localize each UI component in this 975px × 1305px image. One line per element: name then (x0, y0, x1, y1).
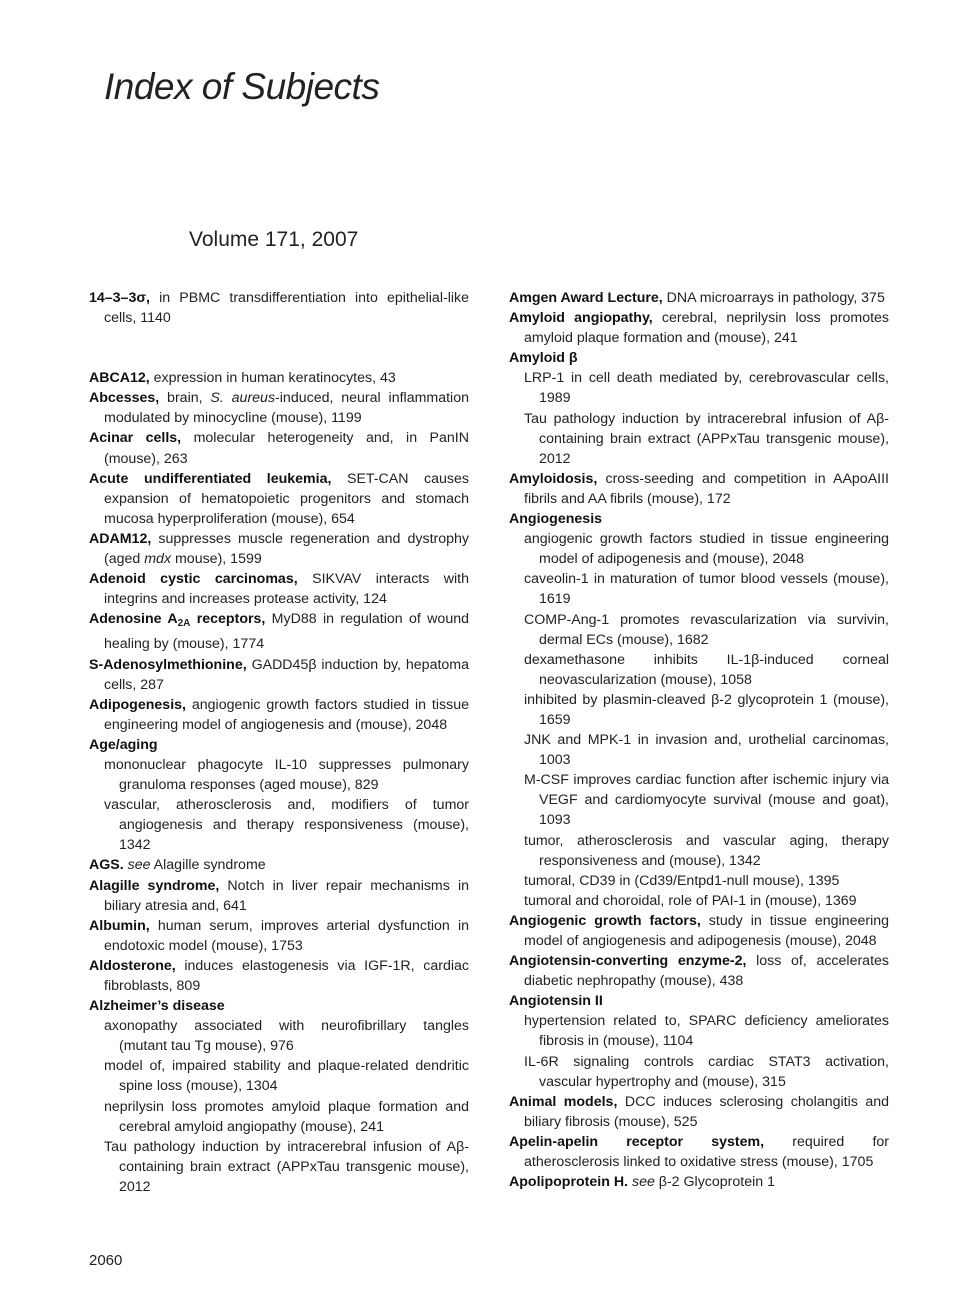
index-entry (89, 388, 469, 428)
index-entry (89, 916, 469, 956)
entry-italic: see (127, 857, 151, 874)
entry-heading: Age/aging (89, 736, 158, 753)
entry-text: tumoral and choroidal, role of PAI-1 in (mouse), 1369 (524, 892, 857, 909)
entry-text: JNK and MPK-1 in invasion and, urothelial carcinomas, 1003 (524, 732, 889, 769)
index-entry (89, 655, 469, 695)
index-subentry (509, 529, 889, 569)
index-entry (89, 469, 469, 529)
entry-text-cont: mouse), 1599 (171, 551, 262, 568)
index-entry (89, 428, 469, 468)
index-entry (509, 348, 889, 368)
index-subentry (89, 1016, 469, 1056)
index-subentry (509, 569, 889, 609)
entry-text: SET-CAN causes expansion of hematopoietic progenitors and stomach mucosa hyperproliferation (mouse), 654 (104, 470, 469, 527)
index-subentry (509, 891, 889, 911)
entry-heading: Angiotensin-converting enzyme-2, (509, 953, 747, 970)
entry-heading: Angiogenesis (509, 511, 603, 528)
entry-text: angiogenic growth factors studied in tissue engineering model of angiogenesis and (mouse), 2048 (104, 696, 469, 733)
entry-text: DNA microarrays in pathology, 375 (662, 290, 885, 306)
entry-text-cont: Alagille syndrome (150, 857, 266, 874)
index-entry (89, 695, 469, 735)
index-subentry (509, 1052, 889, 1092)
entry-heading: ADAM12, (89, 530, 152, 547)
index-entry (509, 951, 889, 991)
page-number: 2060 (89, 1252, 123, 1269)
entry-heading: Acinar cells, (89, 430, 182, 447)
entry-text-cont: -induced, neural inflammation modulated by minocycline (mouse), 1199 (104, 390, 469, 427)
entry-text: hypertension related to, SPARC deficiency ameliorates fibrosis in (mouse), 1104 (524, 1013, 889, 1050)
entry-text: M-CSF improves cardiac function after ischemic injury via VEGF and cardiomyocyte survival (mouse and goat), 1093 (524, 772, 889, 829)
entry-text: LRP-1 in cell death mediated by, cerebrovascular cells, 1989 (524, 370, 889, 407)
entry-italic: mdx (144, 551, 172, 568)
entry-text: neprilysin loss promotes amyloid plaque formation and cerebral amyloid angiopathy (mouse), 241 (104, 1098, 469, 1135)
entry-text: caveolin-1 in maturation of tumor blood vessels (mouse), 1619 (524, 571, 889, 608)
entry-text: tumoral, CD39 in (Cd39/Entpd1-null mouse), 1395 (524, 872, 840, 889)
entry-text: model of, impaired stability and plaque-related dendritic spine loss (mouse), 1304 (104, 1058, 469, 1095)
entry-text: Tau pathology induction by intracerebral infusion of Aβ-containing brain extract (APPxTau transgenic mouse), 2012 (524, 410, 889, 467)
index-entry (509, 991, 889, 1011)
index-entry (89, 855, 469, 875)
index-entry (89, 956, 469, 996)
entry-heading: Adipogenesis, (89, 696, 186, 713)
index-entry (509, 1172, 889, 1192)
index-entry (509, 509, 889, 529)
entry-text: MyD88 in regulation of wound healing by (mouse), 1774 (104, 611, 469, 653)
entry-heading: Amgen Award Lecture, (509, 290, 663, 306)
entry-text: induces elastogenesis via IGF-1R, cardiac fibroblasts, 809 (104, 957, 469, 994)
index-entry (509, 911, 889, 951)
entry-text: dexamethasone inhibits IL-1β-induced corneal neovascularization (mouse), 1058 (524, 651, 889, 688)
entry-gap (89, 328, 469, 368)
index-entry (89, 288, 469, 328)
entry-heading: Amyloidosis, (509, 470, 598, 487)
entry-heading: AGS. (89, 857, 124, 874)
entry-heading: Amyloid angiopathy, (509, 310, 653, 327)
entry-heading: Abcesses, (89, 390, 160, 407)
entry-text: tumor, atherosclerosis and vascular aging, therapy responsiveness and (mouse), 1342 (524, 832, 889, 869)
entry-heading: Adenoid cystic carcinomas, (89, 571, 298, 588)
entry-text: angiogenic growth factors studied in tissue engineering model of adipogenesis and (mouse), 2048 (524, 531, 889, 568)
entry-heading: Apelin-apelin receptor system, (509, 1133, 765, 1150)
entry-text: molecular heterogeneity and, in PanIN (mouse), 263 (104, 430, 469, 467)
entry-italic: see (631, 1174, 655, 1191)
entry-heading: S-Adenosylmethionine, (89, 656, 247, 673)
entry-text: mononuclear phagocyte IL-10 suppresses pulmonary granuloma responses (aged mouse), 829 (104, 756, 469, 794)
index-entry (89, 368, 469, 388)
index-entry (89, 529, 469, 569)
entry-text: suppresses muscle regeneration and dystrophy (aged (104, 530, 469, 568)
index-entry (89, 876, 469, 916)
left-column (89, 288, 469, 1197)
entry-text: human serum, improves arterial dysfunction in endotoxic model (mouse), 1753 (104, 917, 469, 954)
entry-heading: Acute undifferentiated leukemia, (89, 470, 332, 487)
entry-text: Tau pathology induction by intracerebral infusion of Aβ-containing brain extract (APPxTau transgenic mouse), 2012 (104, 1138, 469, 1195)
entry-text: axonopathy associated with neurofibrillary tangles (mutant tau Tg mouse), 976 (104, 1018, 469, 1055)
index-entry (89, 569, 469, 609)
entry-heading: Amyloid β (509, 350, 578, 367)
entry-heading-cont: receptors, (190, 611, 266, 628)
entry-heading: Animal models, (509, 1093, 618, 1110)
entry-text: COMP-Ang-1 promotes revascularization via survivin, dermal ECs (mouse), 1682 (524, 611, 889, 648)
index-entry (509, 1092, 889, 1132)
index-subentry (509, 831, 889, 871)
entry-heading: Albumin, (89, 917, 150, 934)
entry-italic: S. aureus (210, 390, 276, 407)
index-subentry (509, 409, 889, 469)
entry-heading-subscript: 2A (177, 618, 191, 630)
entry-text: IL-6R signaling controls cardiac STAT3 activation, vascular hypertrophy and (mouse), 315 (524, 1053, 889, 1090)
index-subentry (89, 795, 469, 855)
entry-text-cont: β-2 Glycoprotein 1 (654, 1174, 775, 1191)
index-subentry (509, 871, 889, 891)
index-subentry (509, 610, 889, 650)
entry-text: Notch in liver repair mechanisms in biliary atresia and, 641 (104, 877, 469, 914)
entry-heading: Angiotensin II (509, 993, 603, 1010)
index-subentry (509, 690, 889, 730)
entry-text: inhibited by plasmin-cleaved β-2 glycoprotein 1 (mouse), 1659 (524, 691, 889, 728)
entry-text: required for atherosclerosis linked to oxidative stress (mouse), 1705 (524, 1133, 890, 1171)
entry-text: vascular, atherosclerosis and, modifiers of tumor angiogenesis and therapy responsiveness (mouse), 1342 (104, 797, 469, 854)
entry-text: study in tissue engineering model of angiogenesis and adipogenesis (mouse), 2048 (524, 912, 890, 949)
index-entry (89, 735, 469, 755)
index-subentry (89, 1137, 469, 1197)
volume-heading: Volume 171, 2007 (189, 228, 359, 251)
entry-heading: Apolipoprotein H. (509, 1174, 629, 1191)
entry-heading: Angiogenic growth factors, (509, 912, 701, 929)
index-entry (89, 996, 469, 1016)
entry-text: cerebral, neprilysin loss promotes amyloid plaque formation and (mouse), 241 (524, 310, 890, 347)
entry-heading: Alzheimer’s disease (89, 998, 225, 1015)
entry-text: DCC induces sclerosing cholangitis and biliary fibrosis (mouse), 525 (524, 1093, 889, 1130)
entry-heading: Aldosterone, (89, 957, 176, 974)
index-entry (89, 609, 469, 654)
entry-text: SIKVAV interacts with integrins and increases protease activity, 124 (104, 571, 469, 608)
entry-heading: Alagille syndrome, (89, 877, 220, 894)
entry-text: expression in human keratinocytes, 43 (149, 370, 396, 387)
right-column (509, 288, 889, 1192)
index-entry (509, 1132, 889, 1172)
entry-heading: 14–3–3σ, (89, 290, 150, 306)
index-entry (509, 469, 889, 509)
index-subentry (509, 368, 889, 408)
entry-heading: ABCA12, (89, 370, 150, 387)
entry-text: cross-seeding and competition in AApoAIII fibrils and AA fibrils (mouse), 172 (524, 470, 889, 507)
entry-text: in PBMC transdifferentiation into epithelial-like cells, 1140 (104, 290, 469, 327)
entry-text: loss of, accelerates diabetic nephropathy (mouse), 438 (524, 953, 889, 990)
index-subentry (89, 1056, 469, 1096)
index-subentry (509, 730, 889, 770)
index-entry (509, 288, 889, 308)
entry-text: GADD45β induction by, hepatoma cells, 287 (104, 656, 469, 693)
index-subentry (509, 650, 889, 690)
index-subentry (509, 770, 889, 830)
entry-heading: Adenosine A (89, 611, 178, 628)
index-entry (509, 308, 889, 348)
index-subentry (89, 755, 469, 795)
entry-text: brain, (159, 390, 211, 407)
index-subentry (509, 1011, 889, 1051)
page-title: Index of Subjects (104, 66, 380, 107)
index-subentry (89, 1097, 469, 1137)
